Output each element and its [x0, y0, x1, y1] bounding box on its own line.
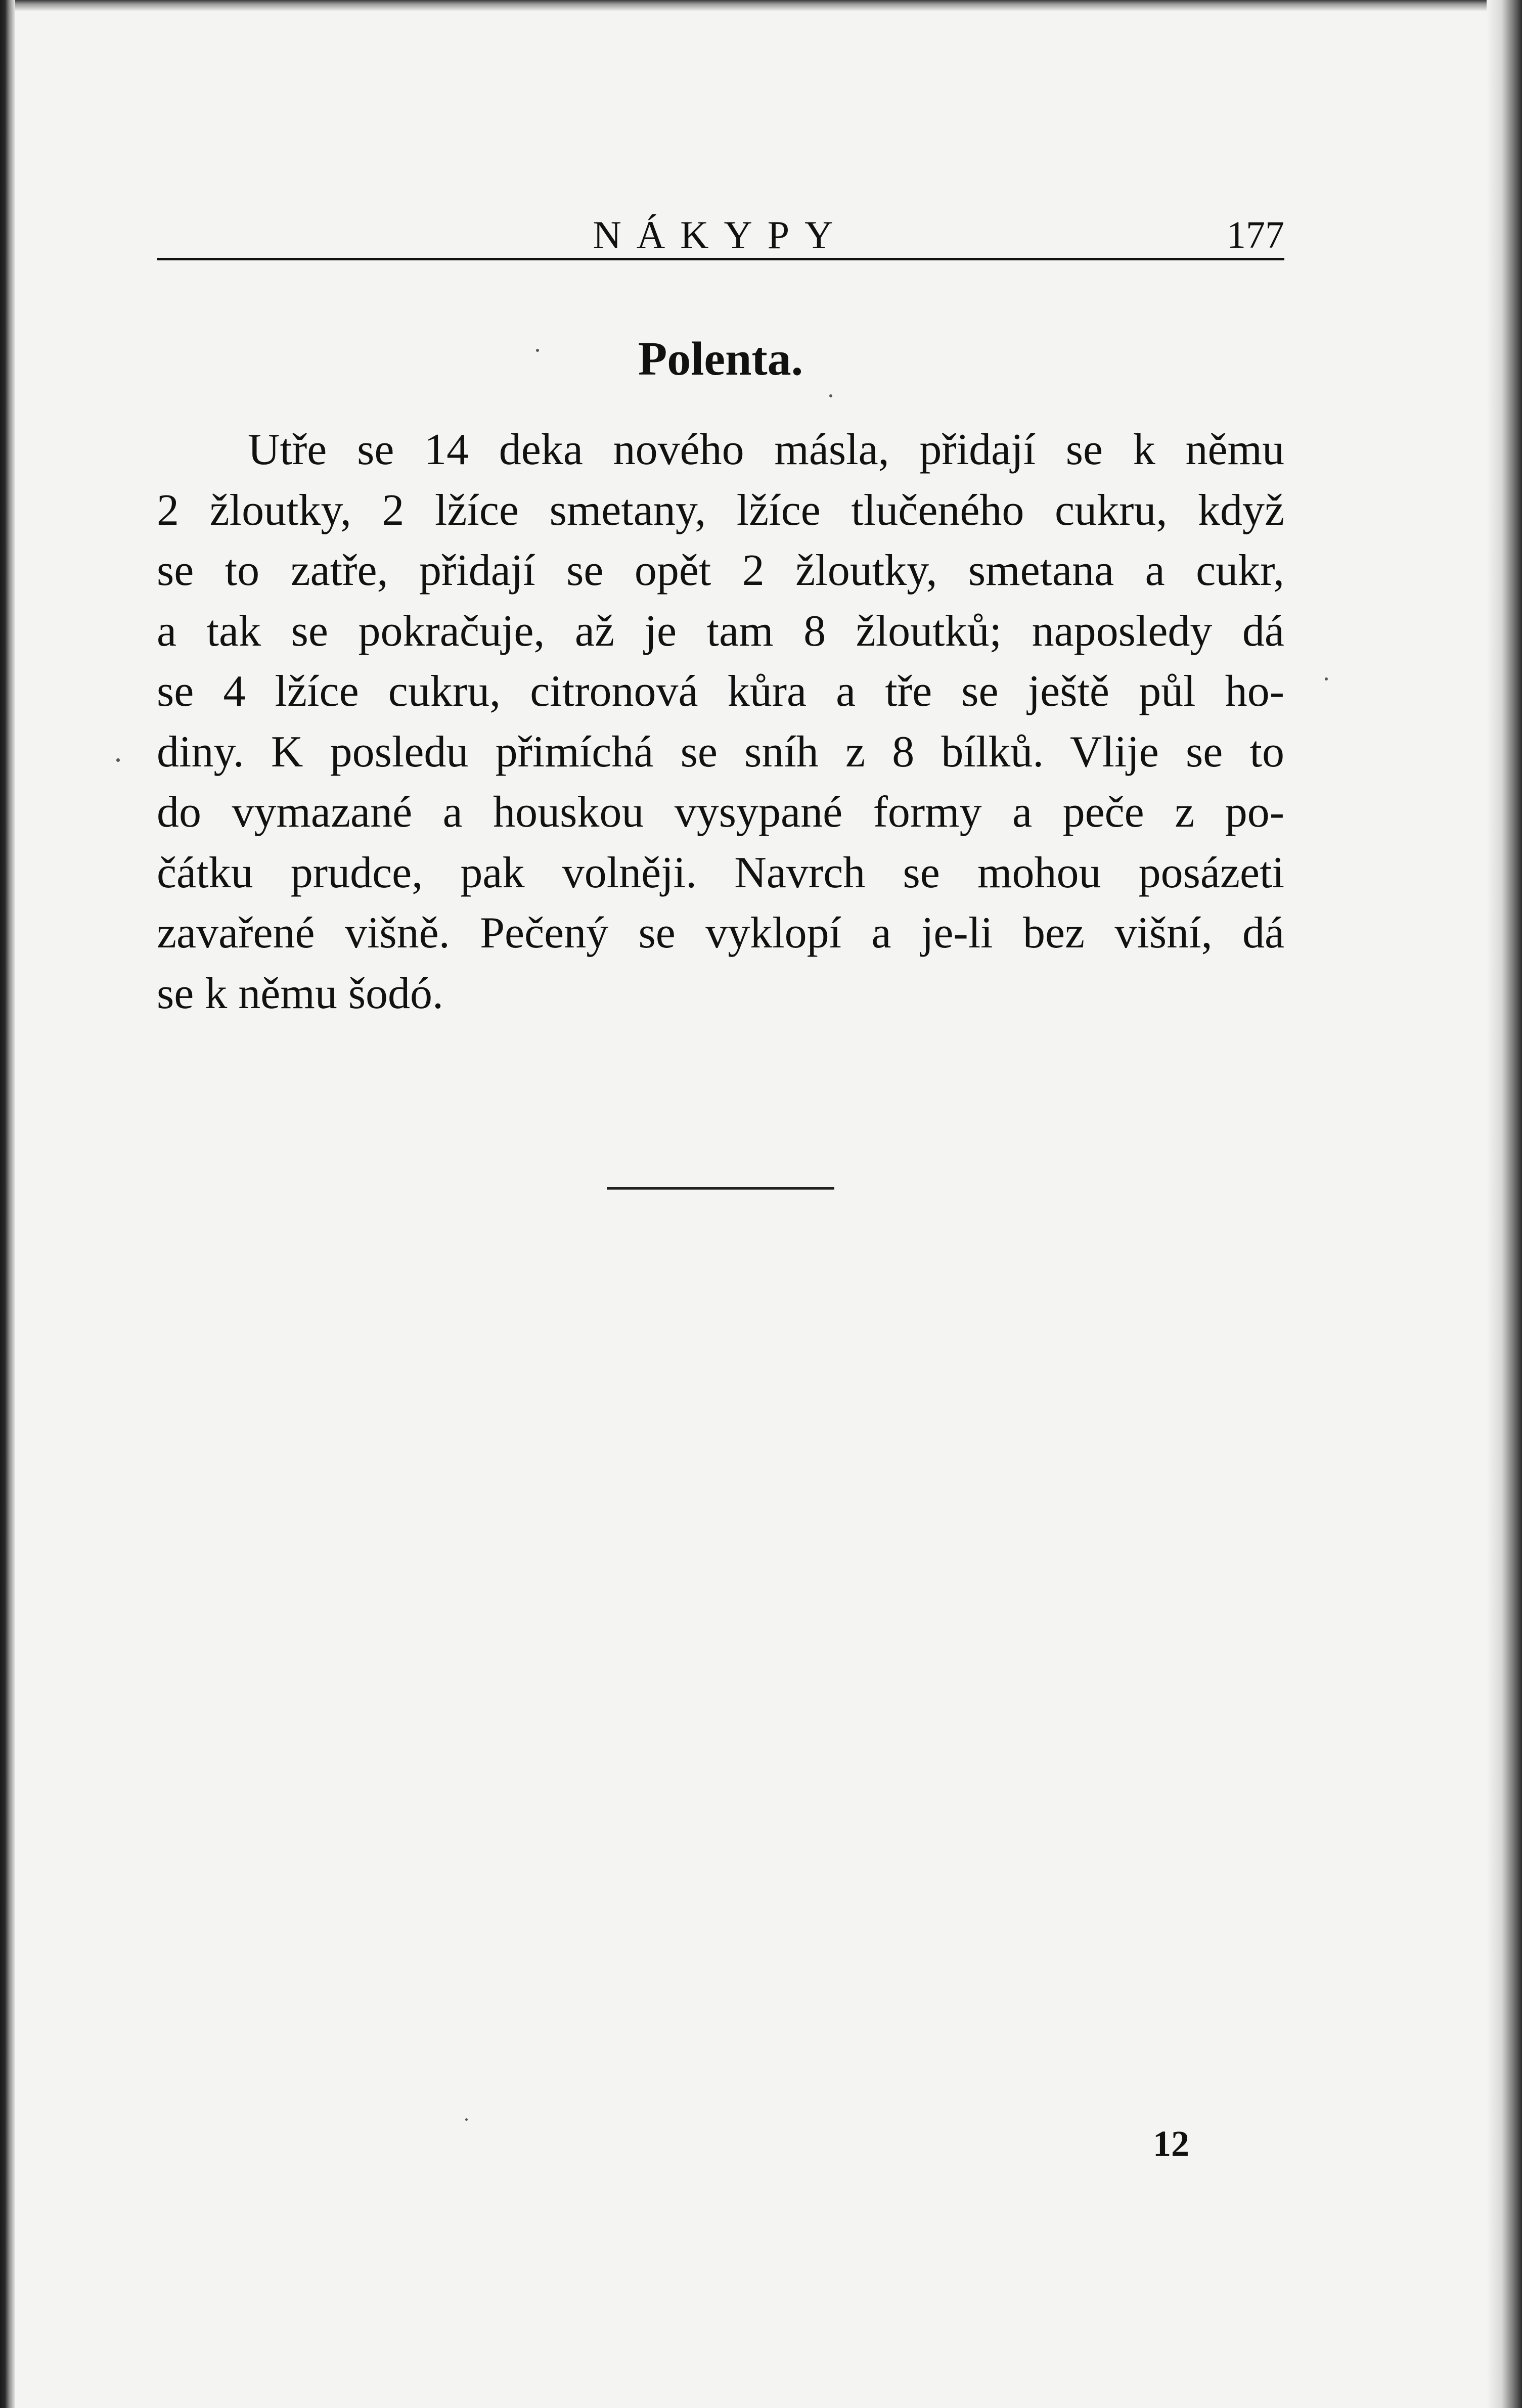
recipe-line: do vymazané a houskou vysypané formy a peče z po- — [157, 788, 1284, 837]
recipe-body — [157, 420, 1284, 1024]
recipe-line: a tak se pokračuje, až je tam 8 žloutků; naposledy dá — [157, 606, 1284, 656]
scan-edge-left — [0, 0, 15, 2408]
signature-mark: 12 — [1153, 2123, 1189, 2164]
recipe-line: se k němu šodó. — [157, 969, 444, 1018]
recipe-line: se to zatře, přidají se opět 2 žloutky, smetana a cukr, — [157, 546, 1284, 595]
running-head: NÁKYPY — [593, 213, 848, 257]
scan-edge-right — [1487, 0, 1522, 2408]
recipe-line: zavařené višně. Pečený se vyklopí a je-li bez višní, dá — [157, 908, 1284, 958]
scan-speck — [465, 2118, 468, 2121]
page-number: 177 — [1227, 214, 1284, 256]
recipe-line: se 4 lžíce cukru, citronová kůra a tře se ještě půl ho- — [157, 667, 1284, 716]
recipe-line: čátku prudce, pak volněji. Navrch se mohou posázeti — [157, 848, 1284, 897]
scan-speck — [1325, 677, 1328, 680]
section-divider — [607, 1187, 834, 1190]
page-header — [157, 202, 1284, 258]
recipe-line: 2 žloutky, 2 lžíce smetany, lžíce tlučeného cukru, když — [157, 485, 1284, 535]
scan-edge-top — [0, 0, 1522, 11]
header-rule — [157, 258, 1284, 260]
recipe-line: diny. K posledu přimíchá se sníh z 8 bílků. Vlije se to — [157, 727, 1284, 777]
scan-speck — [829, 394, 832, 397]
recipe-title: Polenta. — [638, 333, 803, 385]
recipe-line: Utře se 14 deka nového másla, přidají se k němu — [248, 425, 1284, 474]
scan-speck — [116, 758, 120, 762]
